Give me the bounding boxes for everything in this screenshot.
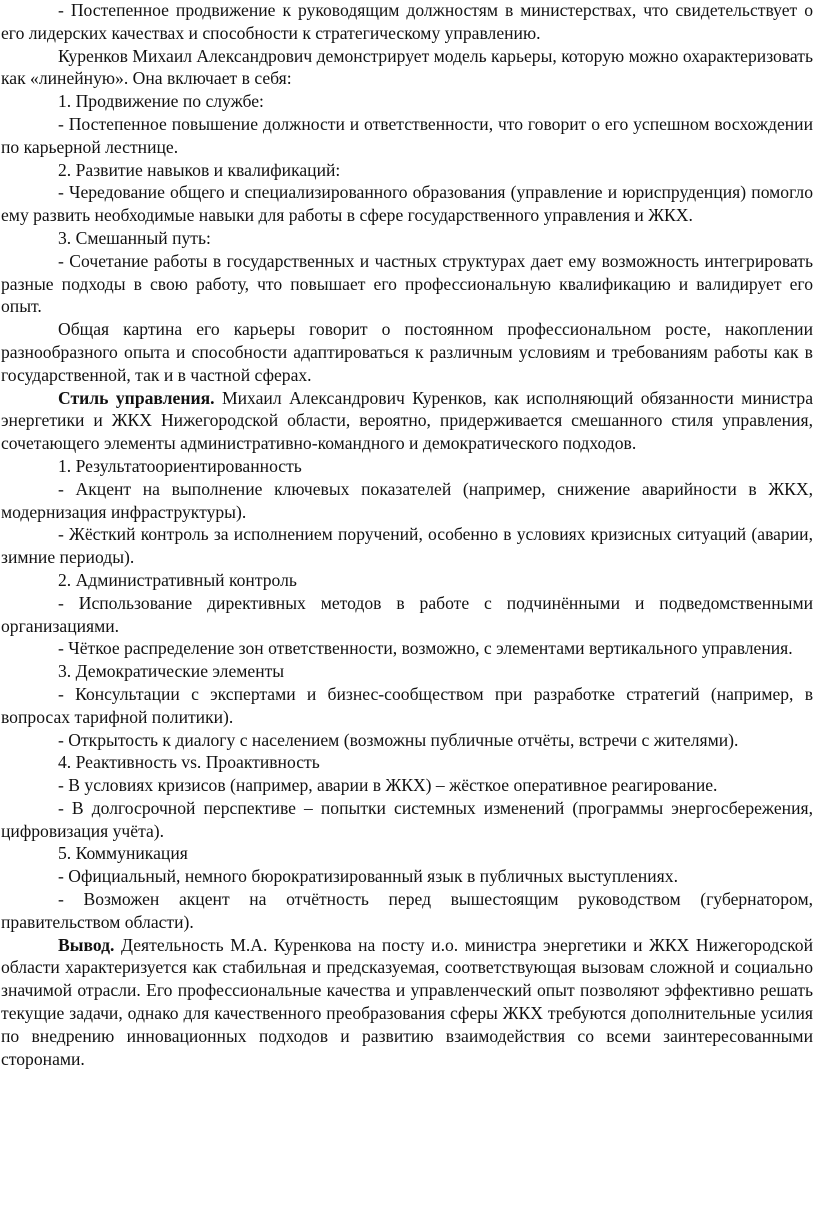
paragraph-text: - Постепенное повышение должности и ответственности, что говорит о его успешном восхождении по карьерной лестнице.: [1, 113, 813, 157]
paragraph: [1, 797, 813, 843]
paragraph: [1, 683, 813, 729]
paragraph-text: 1. Продвижение по службе:: [58, 91, 264, 112]
paragraph: [1, 934, 813, 1071]
paragraph-text: 4. Реактивность vs. Проактивность: [58, 752, 320, 773]
paragraph-text: - Официальный, немного бюрократизированный язык в публичных выступлениях.: [58, 866, 678, 887]
paragraph: [1, 774, 813, 797]
paragraph-text: - Возможен акцент на отчётность перед вышестоящим руководством (губернатором, правительством области).: [1, 889, 813, 932]
paragraph-text: - Консультации с экспертами и бизнес-сообществом при разработке стратегий (например, в вопросах тарифной политики).: [1, 683, 813, 727]
paragraph: [1, 592, 813, 638]
paragraph: [1, 227, 813, 250]
paragraph: [1, 181, 813, 227]
paragraph: [1, 0, 813, 45]
paragraph: [1, 318, 813, 386]
paragraph: [1, 90, 813, 113]
paragraph: [1, 113, 813, 159]
paragraph-text: Куренков Михаил Александрович демонстрирует модель карьеры, которую можно охарактеризовать как «линейную». Она включает в себя:: [1, 45, 813, 89]
paragraph: [1, 455, 813, 478]
paragraph-text: - Сочетание работы в государственных и частных структурах дает ему возможность интегрировать разные подходы в свою работу, что повышает его профессиональную квалификацию и валидирует его опыт.: [1, 250, 813, 317]
paragraph-text: 5. Коммуникация: [58, 843, 188, 864]
paragraph-text: - Жёсткий контроль за исполнением поручений, особенно в условиях кризисных ситуаций (аварии, зимние периоды).: [1, 524, 813, 568]
paragraph: [1, 637, 813, 660]
paragraph-text: 1. Результатоориентированность: [58, 455, 302, 476]
paragraph-text: - Постепенное продвижение к руководящим должностям в министерствах, что свидетельствует о его лидерских качествах и способности к стратегическому управлению.: [1, 0, 813, 43]
paragraph-text: Общая картина его карьеры говорит о постоянном профессиональном росте, накоплении разнообразного опыта и способности адаптироваться к различным условиям и требованиям работы как в государственной, так и в частной сферах.: [1, 319, 813, 385]
paragraph: [1, 250, 813, 318]
paragraph-text: - В условиях кризисов (например, аварии в ЖКХ) – жёсткое оперативное реагирование.: [58, 775, 718, 796]
paragraph: [1, 159, 813, 182]
paragraph: [1, 569, 813, 592]
paragraph-lead: Стиль управления.: [58, 387, 215, 408]
paragraph-text: Михаил Александрович Куренков, как исполняющий обязанности министра энергетики и ЖКХ Нижегородской области, вероятно, придерживается смешанного стиля управления, сочетающего элементы административно-командного и демократического подходов.: [1, 387, 814, 454]
paragraph: [1, 478, 813, 524]
paragraph-lead: Вывод.: [58, 934, 115, 955]
paragraph: [1, 865, 813, 888]
paragraph-text: Деятельность М.А. Куренкова на посту и.о. министра энергетики и ЖКХ Нижегородской области характеризуется как стабильная и предсказуемая, соответствующая вызовам сложной и социально значимой отрасли. Его профессиональные качества и управленческий опыт позволяют эффективно решать текущие задачи, однако для качественного преобразования сферы ЖКХ требуются дополнительные усилия по внедрению инновационных подходов и развитию взаимодействия со всеми заинтересованными сторонами.: [1, 934, 813, 1069]
paragraph-text: - Акцент на выполнение ключевых показателей (например, снижение аварийности в ЖКХ, модернизация инфраструктуры).: [1, 478, 813, 522]
paragraph-text: - В долгосрочной перспективе – попытки системных изменений (программы энергосбережения, цифровизация учёта).: [1, 797, 813, 841]
paragraph: [1, 45, 813, 91]
paragraph: [1, 523, 813, 569]
paragraph-text: - Чёткое распределение зон ответственности, возможно, с элементами вертикального управления.: [58, 638, 793, 659]
paragraph-text: 3. Смешанный путь:: [58, 227, 211, 248]
paragraph-text: - Открытость к диалогу с населением (возможны публичные отчёты, встречи с жителями).: [58, 729, 739, 750]
paragraph-text: - Использование директивных методов в работе с подчинёнными и подведомственными организациями.: [1, 592, 813, 636]
paragraph: [1, 751, 813, 774]
paragraph: [1, 729, 813, 752]
paragraph: [1, 387, 813, 455]
paragraph: [1, 842, 813, 865]
paragraph-text: - Чередование общего и специализированного образования (управление и юриспруденция) помогло ему развить необходимые навыки для работы в сфере государственного управления и ЖКХ.: [1, 182, 813, 226]
paragraph-text: 3. Демократические элементы: [58, 661, 285, 682]
paragraph-text: 2. Административный контроль: [58, 569, 297, 590]
paragraph: [1, 660, 813, 683]
paragraph: [1, 888, 813, 934]
paragraph-text: 2. Развитие навыков и квалификаций:: [58, 159, 341, 180]
